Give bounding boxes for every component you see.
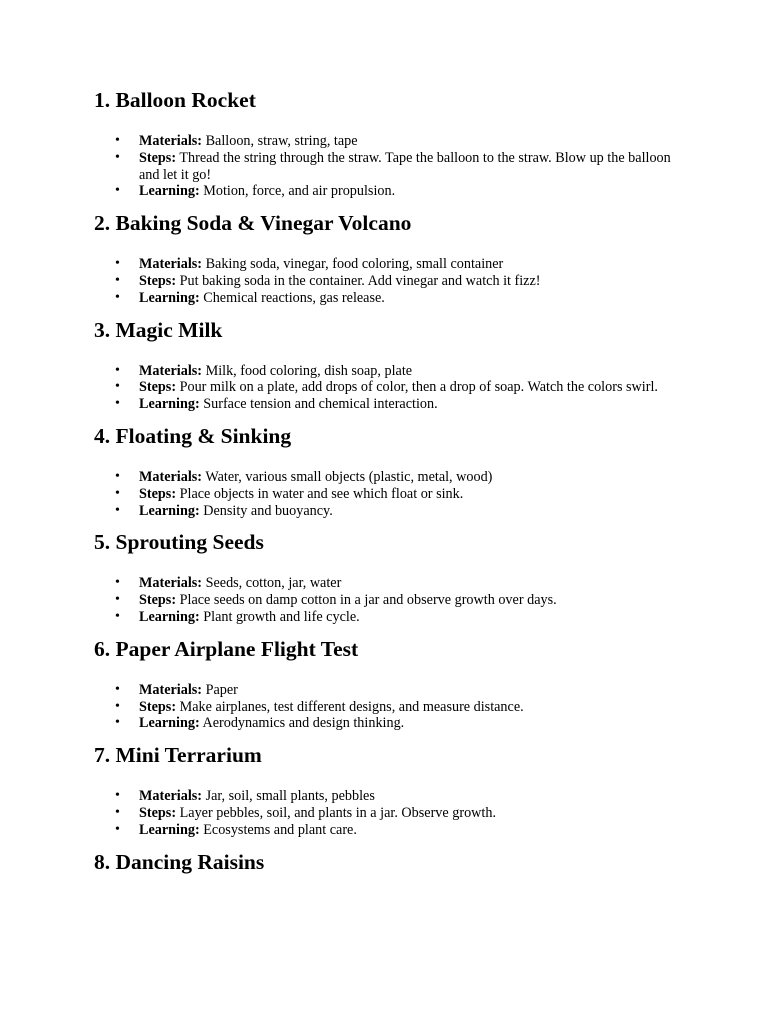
experiment-title: 7. Mini Terrarium: [94, 743, 262, 768]
bullet-icon: •: [115, 485, 120, 501]
bullet-icon: •: [115, 821, 120, 837]
list-item-materials: [94, 469, 676, 486]
item-text: Chemical reactions, gas release.: [199, 289, 385, 306]
bullet-icon: •: [115, 575, 120, 591]
experiment-section-4: [94, 420, 676, 519]
item-text: Baking soda, vinegar, food coloring, small container: [202, 256, 504, 273]
bullet-icon: •: [115, 362, 120, 378]
item-label: Learning:: [139, 396, 200, 413]
bullet-icon: •: [115, 681, 120, 697]
experiment-title: 5. Sprouting Seeds: [94, 530, 264, 555]
list-item-materials: [94, 256, 676, 273]
list-item-steps: [94, 486, 676, 503]
experiment-section-6: [94, 633, 676, 732]
experiment-details: [94, 256, 676, 306]
list-item-materials: [94, 133, 676, 150]
item-label: Materials:: [139, 788, 203, 805]
item-text: Plant growth and life cycle.: [199, 608, 360, 625]
item-text: Jar, soil, small plants, pebbles: [202, 788, 375, 805]
bullet-icon: •: [115, 468, 120, 484]
experiment-details: [94, 363, 676, 413]
item-text: Balloon, straw, string, tape: [202, 133, 358, 149]
item-label: Steps:: [139, 379, 177, 396]
experiment-title: 2. Baking Soda & Vinegar Volcano: [94, 211, 412, 236]
bullet-icon: •: [115, 379, 120, 395]
item-text: Surface tension and chemical interaction.: [199, 396, 438, 413]
item-label: Learning:: [139, 715, 200, 732]
bullet-icon: •: [115, 788, 120, 804]
list-item-steps: [94, 273, 676, 290]
experiment-section-8: [94, 846, 676, 878]
bullet-icon: •: [115, 502, 120, 518]
item-label: Steps:: [139, 804, 177, 821]
item-label: Learning:: [139, 821, 200, 838]
list-item-learning: [94, 822, 676, 839]
bullet-icon: •: [115, 592, 120, 608]
item-text: Water, various small objects (plastic, metal, wood): [202, 468, 493, 485]
experiment-title: 8. Dancing Raisins: [94, 849, 265, 874]
item-label: Learning:: [139, 502, 200, 519]
list-item-learning: [94, 396, 676, 413]
item-text: Put baking soda in the container. Add vinegar and watch it fizz!: [176, 272, 541, 289]
bullet-icon: •: [115, 272, 120, 288]
item-text: Make airplanes, test different designs, and measure distance.: [176, 698, 524, 715]
experiment-details: [94, 682, 676, 732]
list-item-materials: [94, 575, 676, 592]
experiment-section-5: [94, 526, 676, 625]
item-text: Layer pebbles, soil, and plants in a jar. Observe growth.: [176, 804, 496, 821]
list-item-steps: [94, 150, 676, 184]
item-label: Steps:: [139, 485, 177, 502]
bullet-icon: •: [115, 396, 120, 412]
list-item-learning: [94, 715, 676, 732]
list-item-steps: [94, 805, 676, 822]
experiment-title: 1. Balloon Rocket: [94, 88, 256, 112]
item-text: Density and buoyancy.: [199, 502, 333, 519]
experiment-details: [94, 469, 676, 519]
item-text: Seeds, cotton, jar, water: [202, 575, 342, 592]
item-label: Materials:: [139, 575, 203, 592]
bullet-icon: •: [115, 289, 120, 305]
experiment-title: 4. Floating & Sinking: [94, 423, 292, 448]
item-text: Place objects in water and see which float or sink.: [176, 485, 464, 502]
item-label: Steps:: [139, 592, 177, 609]
item-text: Thread the string through the straw. Tape the balloon to the straw. Blow up the balloon and let it go!: [139, 149, 671, 183]
list-item-learning: [94, 290, 676, 307]
item-label: Materials:: [139, 256, 203, 273]
item-text: Motion, force, and air propulsion.: [199, 183, 396, 200]
bullet-icon: •: [115, 715, 120, 731]
bullet-icon: •: [115, 608, 120, 624]
experiment-section-3: [94, 314, 676, 413]
item-label: Learning:: [139, 183, 200, 200]
item-label: Steps:: [139, 149, 177, 166]
item-label: Learning:: [139, 289, 200, 306]
item-text: Aerodynamics and design thinking.: [199, 715, 405, 732]
bullet-icon: •: [115, 133, 120, 148]
bullet-icon: •: [115, 804, 120, 820]
experiment-section-7: [94, 739, 676, 838]
experiment-title: 3. Magic Milk: [94, 317, 223, 342]
experiment-section-2: [94, 207, 676, 306]
item-text: Milk, food coloring, dish soap, plate: [202, 362, 413, 379]
item-text: Paper: [202, 681, 238, 698]
list-item-learning: [94, 183, 676, 200]
item-text: Ecosystems and plant care.: [199, 821, 357, 838]
list-item-learning: [94, 503, 676, 520]
list-item-materials: [94, 682, 676, 699]
item-label: Materials:: [139, 681, 203, 698]
item-label: Learning:: [139, 608, 200, 625]
list-item-materials: [94, 788, 676, 805]
item-label: Steps:: [139, 272, 177, 289]
item-label: Materials:: [139, 468, 203, 485]
item-text: Pour milk on a plate, add drops of color, then a drop of soap. Watch the colors swirl.: [176, 379, 658, 396]
bullet-icon: •: [115, 256, 120, 272]
bullet-icon: •: [115, 149, 120, 165]
experiment-details: [94, 575, 676, 625]
bullet-icon: •: [115, 698, 120, 714]
list-item-materials: [94, 363, 676, 380]
experiment-details: [94, 133, 676, 200]
item-text: Place seeds on damp cotton in a jar and observe growth over days.: [176, 592, 557, 609]
bullet-icon: •: [115, 183, 120, 199]
experiment-details: [94, 788, 676, 838]
list-item-steps: [94, 699, 676, 716]
list-item-steps: [94, 379, 676, 396]
item-label: Steps:: [139, 698, 177, 715]
list-item-learning: [94, 609, 676, 626]
list-item-steps: [94, 592, 676, 609]
item-label: Materials:: [139, 133, 203, 149]
experiment-title: 6. Paper Airplane Flight Test: [94, 636, 359, 661]
experiment-section-1: [94, 84, 676, 200]
item-label: Materials:: [139, 362, 203, 379]
